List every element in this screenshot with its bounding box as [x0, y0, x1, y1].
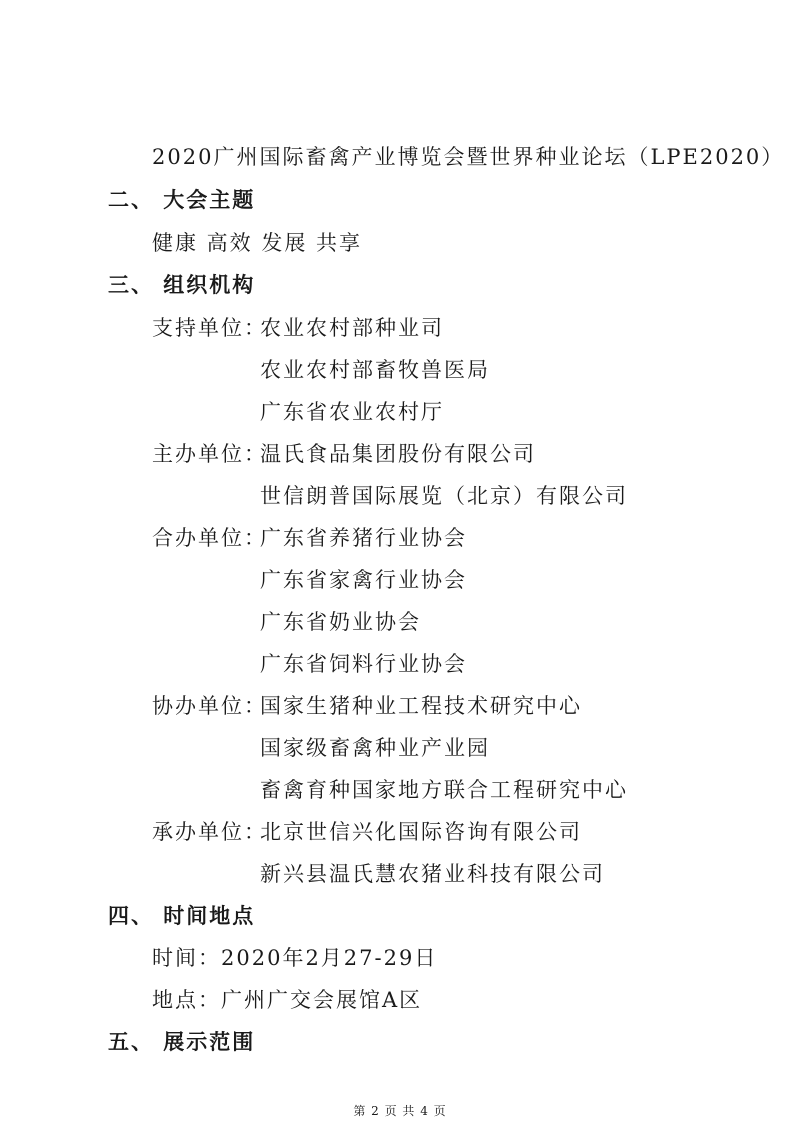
org-item: 广东省家禽行业协会 [260, 568, 467, 592]
section-heading-time-place: 四、 时间地点 [108, 904, 256, 928]
org-item: 世信朗普国际展览（北京）有限公司 [260, 484, 628, 508]
org-item: 广东省饲料行业协会 [260, 652, 467, 676]
section-heading-theme: 二、 大会主题 [108, 188, 256, 212]
org-item: 广东省农业农村厅 [260, 400, 444, 424]
org-group-label: 主办单位： [152, 442, 267, 466]
org-item: 国家生猪种业工程技术研究中心 [260, 694, 582, 718]
org-group-label: 合办单位： [152, 526, 267, 550]
org-group-label: 支持单位： [152, 316, 267, 340]
org-item: 农业农村部种业司 [260, 316, 444, 340]
page-footer: 第 2 页 共 4 页 [353, 1104, 447, 1118]
theme-text: 健康 高效 发展 共享 [152, 231, 363, 255]
org-item: 畜禽育种国家地方联合工程研究中心 [260, 778, 628, 802]
section-heading-organization: 三、 组织机构 [108, 273, 256, 297]
org-group-label: 协办单位： [152, 694, 267, 718]
intro-line: 2020广州国际畜禽产业博览会暨世界种业论坛（LPE2020） [152, 145, 785, 169]
org-group-label: 承办单位： [152, 820, 267, 844]
org-item: 广东省奶业协会 [260, 610, 421, 634]
event-place: 地点：广州广交会展馆A区 [152, 988, 423, 1012]
section-heading-exhibit-scope: 五、 展示范围 [108, 1030, 256, 1054]
org-item: 国家级畜禽种业产业园 [260, 736, 490, 760]
org-item: 新兴县温氏慧农猪业科技有限公司 [260, 862, 605, 886]
org-item: 温氏食品集团股份有限公司 [260, 442, 536, 466]
org-item: 北京世信兴化国际咨询有限公司 [260, 820, 582, 844]
org-item: 农业农村部畜牧兽医局 [260, 358, 490, 382]
org-item: 广东省养猪行业协会 [260, 526, 467, 550]
event-time: 时间：2020年2月27-29日 [152, 946, 438, 970]
